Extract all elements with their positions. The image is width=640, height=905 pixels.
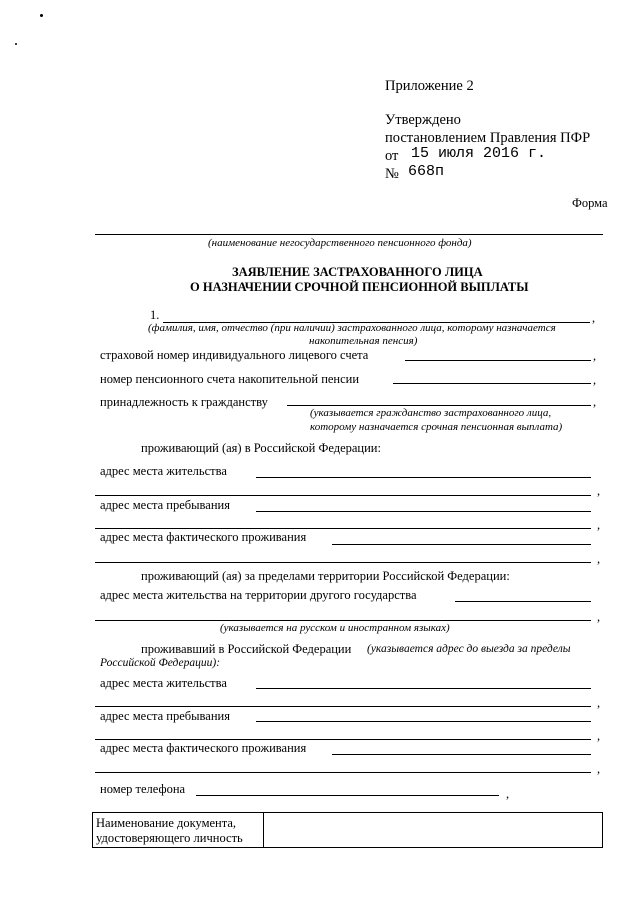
approved-label: Утверждено xyxy=(385,112,461,128)
resided-residence-label: адрес места жительства xyxy=(100,676,227,690)
rf-residence-field-2[interactable] xyxy=(95,495,591,496)
rf-actual-comma: , xyxy=(597,552,601,566)
abroad-residence-field[interactable] xyxy=(455,601,591,602)
date-prefix: от xyxy=(385,148,399,164)
resided-stay-label: адрес места пребывания xyxy=(100,709,230,723)
residing-abroad-heading: проживающий (ая) за пределами территории Российской Федерации: xyxy=(141,569,510,583)
resolution-label: постановлением Правления ПФР xyxy=(385,130,591,146)
phone-field[interactable] xyxy=(196,795,499,796)
number-prefix: № xyxy=(385,166,399,182)
rf-residence-field[interactable] xyxy=(256,477,591,478)
rf-stay-field[interactable] xyxy=(256,511,591,512)
fio-comma: , xyxy=(592,311,596,325)
resided-stay-field-2[interactable] xyxy=(95,739,591,740)
form-title-line2: О НАЗНАЧЕНИИ СРОЧНОЙ ПЕНСИОННОЙ ВЫПЛАТЫ xyxy=(190,280,529,294)
abroad-caption: (указывается на русском и иностранном языках) xyxy=(220,622,450,634)
snils-label: страховой номер индивидуального лицевого счета xyxy=(100,348,369,362)
form-label: Форма xyxy=(572,196,608,210)
rf-residence-comma: , xyxy=(597,484,601,498)
resided-stay-comma: , xyxy=(597,729,601,743)
abroad-residence-label: адрес места жительства на территории другого государства xyxy=(100,588,417,602)
fio-caption-line1: (фамилия, имя, отчество (при наличии) застрахованного лица, которому назначается xyxy=(148,322,556,334)
id-document-label-line1: Наименование документа, xyxy=(96,816,237,830)
citizenship-label: принадлежность к гражданству xyxy=(100,395,268,409)
rf-actual-field-2[interactable] xyxy=(95,562,591,563)
fund-name-caption: (наименование негосударственного пенсионного фонда) xyxy=(208,237,472,249)
snils-comma: , xyxy=(593,349,597,363)
account-label: номер пенсионного счета накопительной пенсии xyxy=(100,372,360,386)
rf-stay-field-2[interactable] xyxy=(95,528,591,529)
abroad-residence-field-2[interactable] xyxy=(95,620,591,621)
approval-date: 15 июля 2016 г. xyxy=(411,145,547,162)
appendix-label: Приложение 2 xyxy=(385,78,474,94)
form-title-line1: ЗАЯВЛЕНИЕ ЗАСТРАХОВАННОГО ЛИЦА xyxy=(232,265,483,279)
resided-actual-field-2[interactable] xyxy=(95,772,591,773)
scan-speck xyxy=(15,43,17,45)
fund-name-line xyxy=(95,234,603,235)
fio-caption-line2: накопительная пенсия) xyxy=(309,335,418,347)
account-comma: , xyxy=(593,373,597,387)
resided-rf-note-line2: Российской Федерации): xyxy=(100,657,221,669)
snils-field[interactable] xyxy=(405,360,591,361)
resided-actual-comma: , xyxy=(597,762,601,776)
resided-residence-field[interactable] xyxy=(256,688,591,689)
resided-actual-label: адрес места фактического проживания xyxy=(100,741,307,755)
rf-stay-label: адрес места пребывания xyxy=(100,498,230,512)
id-document-value-cell[interactable] xyxy=(263,812,603,848)
resided-residence-field-2[interactable] xyxy=(95,706,591,707)
citizenship-comma: , xyxy=(593,395,597,409)
id-document-label-line2: удостоверяющего личность xyxy=(96,831,243,845)
citizenship-field[interactable] xyxy=(287,405,591,406)
abroad-residence-comma: , xyxy=(597,610,601,624)
rf-actual-field[interactable] xyxy=(332,544,591,545)
citizenship-caption-line1: (указывается гражданство застрахованного лица, xyxy=(310,407,552,419)
scan-speck xyxy=(40,14,43,17)
resolution-number: 668п xyxy=(408,163,445,180)
resided-rf-heading: проживавший в Российской Федерации xyxy=(141,642,352,656)
citizenship-caption-line2: которому назначается срочная пенсионная выплата) xyxy=(310,421,563,433)
account-field[interactable] xyxy=(393,383,591,384)
resided-stay-field[interactable] xyxy=(256,721,591,722)
phone-label: номер телефона xyxy=(100,782,186,796)
resided-rf-note-line1: (указывается адрес до выезда за пределы xyxy=(367,643,571,655)
rf-residence-label: адрес места жительства xyxy=(100,464,227,478)
rf-actual-label: адрес места фактического проживания xyxy=(100,530,307,544)
phone-comma: , xyxy=(506,787,510,801)
resided-residence-comma: , xyxy=(597,696,601,710)
residing-rf-heading: проживающий (ая) в Российской Федерации: xyxy=(141,441,381,455)
section-number: 1. xyxy=(150,308,160,322)
rf-stay-comma: , xyxy=(597,518,601,532)
resided-actual-field[interactable] xyxy=(332,754,591,755)
